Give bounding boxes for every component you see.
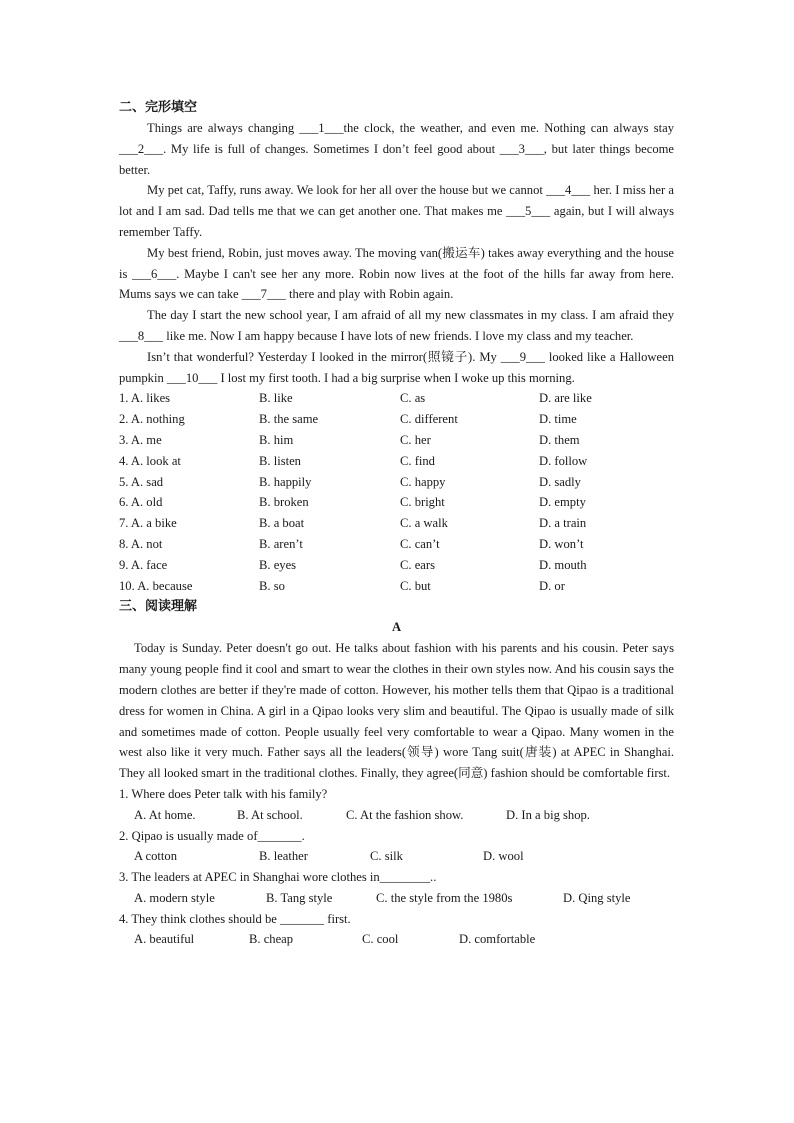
q2-option-c: C. silk: [370, 849, 403, 864]
q3-option-b: B. Tang style: [266, 890, 333, 905]
option-3c: C. her: [400, 432, 431, 447]
option-5b: B. happily: [259, 474, 312, 489]
option-6c: C. bright: [400, 495, 445, 510]
cloze-options-grid: [119, 388, 674, 596]
q3-option-c: C. the style from the 1980s: [376, 890, 513, 905]
q2-option-d: D. wool: [483, 849, 524, 864]
cloze-paragraph: My pet cat, Taffy, runs away. We look for her all over the house but we cannot ___4___ her. I miss her a lot and I am sad. Dad tells me that we can get another one. That makes me ___5___ again, but I will always remember Taffy.: [119, 183, 674, 239]
option-1c: C. as: [400, 391, 426, 406]
cloze-paragraph: The day I start the new school year, I am afraid of all my new classmates in my class. I am afraid they ___8___ like me. Now I am happy because I have lots of new friends. I love my class and my teacher.: [119, 308, 674, 343]
cloze-paragraph: Isn’t that wonderful? Yesterday I looked in the mirror(照镜子). My ___9___ looked like a Halloween pumpkin ___10___ I lost my first tooth. I had a big surprise when I woke up this morning.: [119, 349, 674, 385]
option-7b: B. a boat: [259, 516, 305, 531]
option-3d: D. them: [539, 432, 580, 447]
option-1b: B. like: [259, 391, 293, 406]
option-8b: B. aren’t: [259, 536, 303, 551]
q4-option-b: B. cheap: [249, 932, 294, 947]
q1-option-a: A. At home.: [134, 807, 196, 822]
option-9a: 9. A. face: [119, 557, 168, 572]
option-7c: C. a walk: [400, 516, 448, 531]
question-1: 1. Where does Peter talk with his family?: [119, 786, 328, 801]
option-10c: C. but: [400, 578, 431, 593]
option-4a: 4. A. look at: [119, 453, 181, 468]
q1-option-d: D. In a big shop.: [506, 807, 590, 822]
question-2: 2. Qipao is usually made of_______.: [119, 828, 305, 843]
option-9d: D. mouth: [539, 557, 587, 572]
option-10d: D. or: [539, 578, 565, 593]
q2-option-b: B. leather: [259, 849, 308, 864]
option-1d: D. are like: [539, 391, 592, 406]
option-10b: B. so: [259, 578, 285, 593]
option-8c: C. can’t: [400, 536, 440, 551]
question-4-options: [119, 929, 674, 950]
option-7d: D. a train: [539, 516, 587, 531]
option-4b: B. listen: [259, 453, 301, 468]
option-2d: D. time: [539, 412, 577, 427]
option-5d: D. sadly: [539, 474, 581, 489]
question-4: 4. They think clothes should be _______ first.: [119, 911, 351, 926]
q3-option-d: D. Qing style: [563, 890, 631, 905]
option-5a: 5. A. sad: [119, 474, 164, 489]
cloze-paragraph: My best friend, Robin, just moves away. The moving van(搬运车) takes away everything and the house is ___6___. Maybe I can't see her any more. Robin now lives at the foot of the hills far away from here. Mums says we can take ___7___ there and play with Robin again.: [119, 245, 674, 302]
q2-option-a: A cotton: [134, 849, 178, 864]
cloze-paragraph: Things are always changing ___1___the clock, the weather, and even me. Nothing can always stay ___2___. My life is full of changes. Sometimes I don’t feel good about ___3___, but later things become better.: [119, 121, 674, 177]
option-6a: 6. A. old: [119, 495, 163, 510]
option-10a: 10. A. because: [119, 578, 193, 593]
q4-option-c: C. cool: [362, 932, 399, 947]
reading-passage: Today is Sunday. Peter doesn't go out. He talks about fashion with his parents and his cousin. Peter says many young people find it cool and smart to wear the clothes in their own styles now. And his cousin says the modern clothes are better if they're made of cotton. However, his mother tells them that Qipao is a traditional dress for women in China. A girl in a Qipao looks very slim and beautiful. The Qipao is usually made of silk and sometimes made of cotton. People usually feel very comfortable to wear a Qipao. Many women in the west also like it very much. Father says all the leaders(领导) wore Tang suit(唐装) at APEC in Shanghai. They all looked smart in the traditional clothes. Finally, they agree(同意) fashion should be comfortable first.: [119, 641, 674, 781]
passage-label: A: [391, 620, 402, 635]
option-8a: 8. A. not: [119, 536, 163, 551]
question-2-options: [119, 846, 674, 867]
question-3-options: [119, 888, 674, 909]
option-4c: C. find: [400, 453, 435, 468]
option-9b: B. eyes: [259, 557, 297, 572]
option-5c: C. happy: [400, 474, 446, 489]
q3-option-a: A. modern style: [134, 890, 215, 905]
q1-option-c: C. At the fashion show.: [346, 807, 464, 822]
question-1-options: [119, 805, 674, 826]
question-3: 3. The leaders at APEC in Shanghai wore clothes in________..: [119, 870, 437, 885]
option-2a: 2. A. nothing: [119, 412, 185, 427]
q4-option-a: A. beautiful: [134, 932, 195, 947]
cloze-heading: 二、完形填空: [119, 100, 198, 115]
option-6b: B. broken: [259, 495, 309, 510]
q1-option-b: B. At school.: [237, 807, 303, 822]
option-7a: 7. A. a bike: [119, 516, 177, 531]
q4-option-d: D. comfortable: [459, 932, 536, 947]
option-4d: D. follow: [539, 453, 588, 468]
document-content: [119, 97, 674, 950]
option-6d: D. empty: [539, 495, 586, 510]
option-2c: C. different: [400, 412, 458, 427]
option-3b: B. him: [259, 432, 294, 447]
option-2b: B. the same: [259, 412, 319, 427]
reading-heading: 三、阅读理解: [119, 599, 198, 615]
option-8d: D. won’t: [539, 536, 584, 551]
option-9c: C. ears: [400, 557, 435, 572]
option-1a: 1. A. likes: [119, 391, 171, 406]
option-3a: 3. A. me: [119, 432, 162, 447]
